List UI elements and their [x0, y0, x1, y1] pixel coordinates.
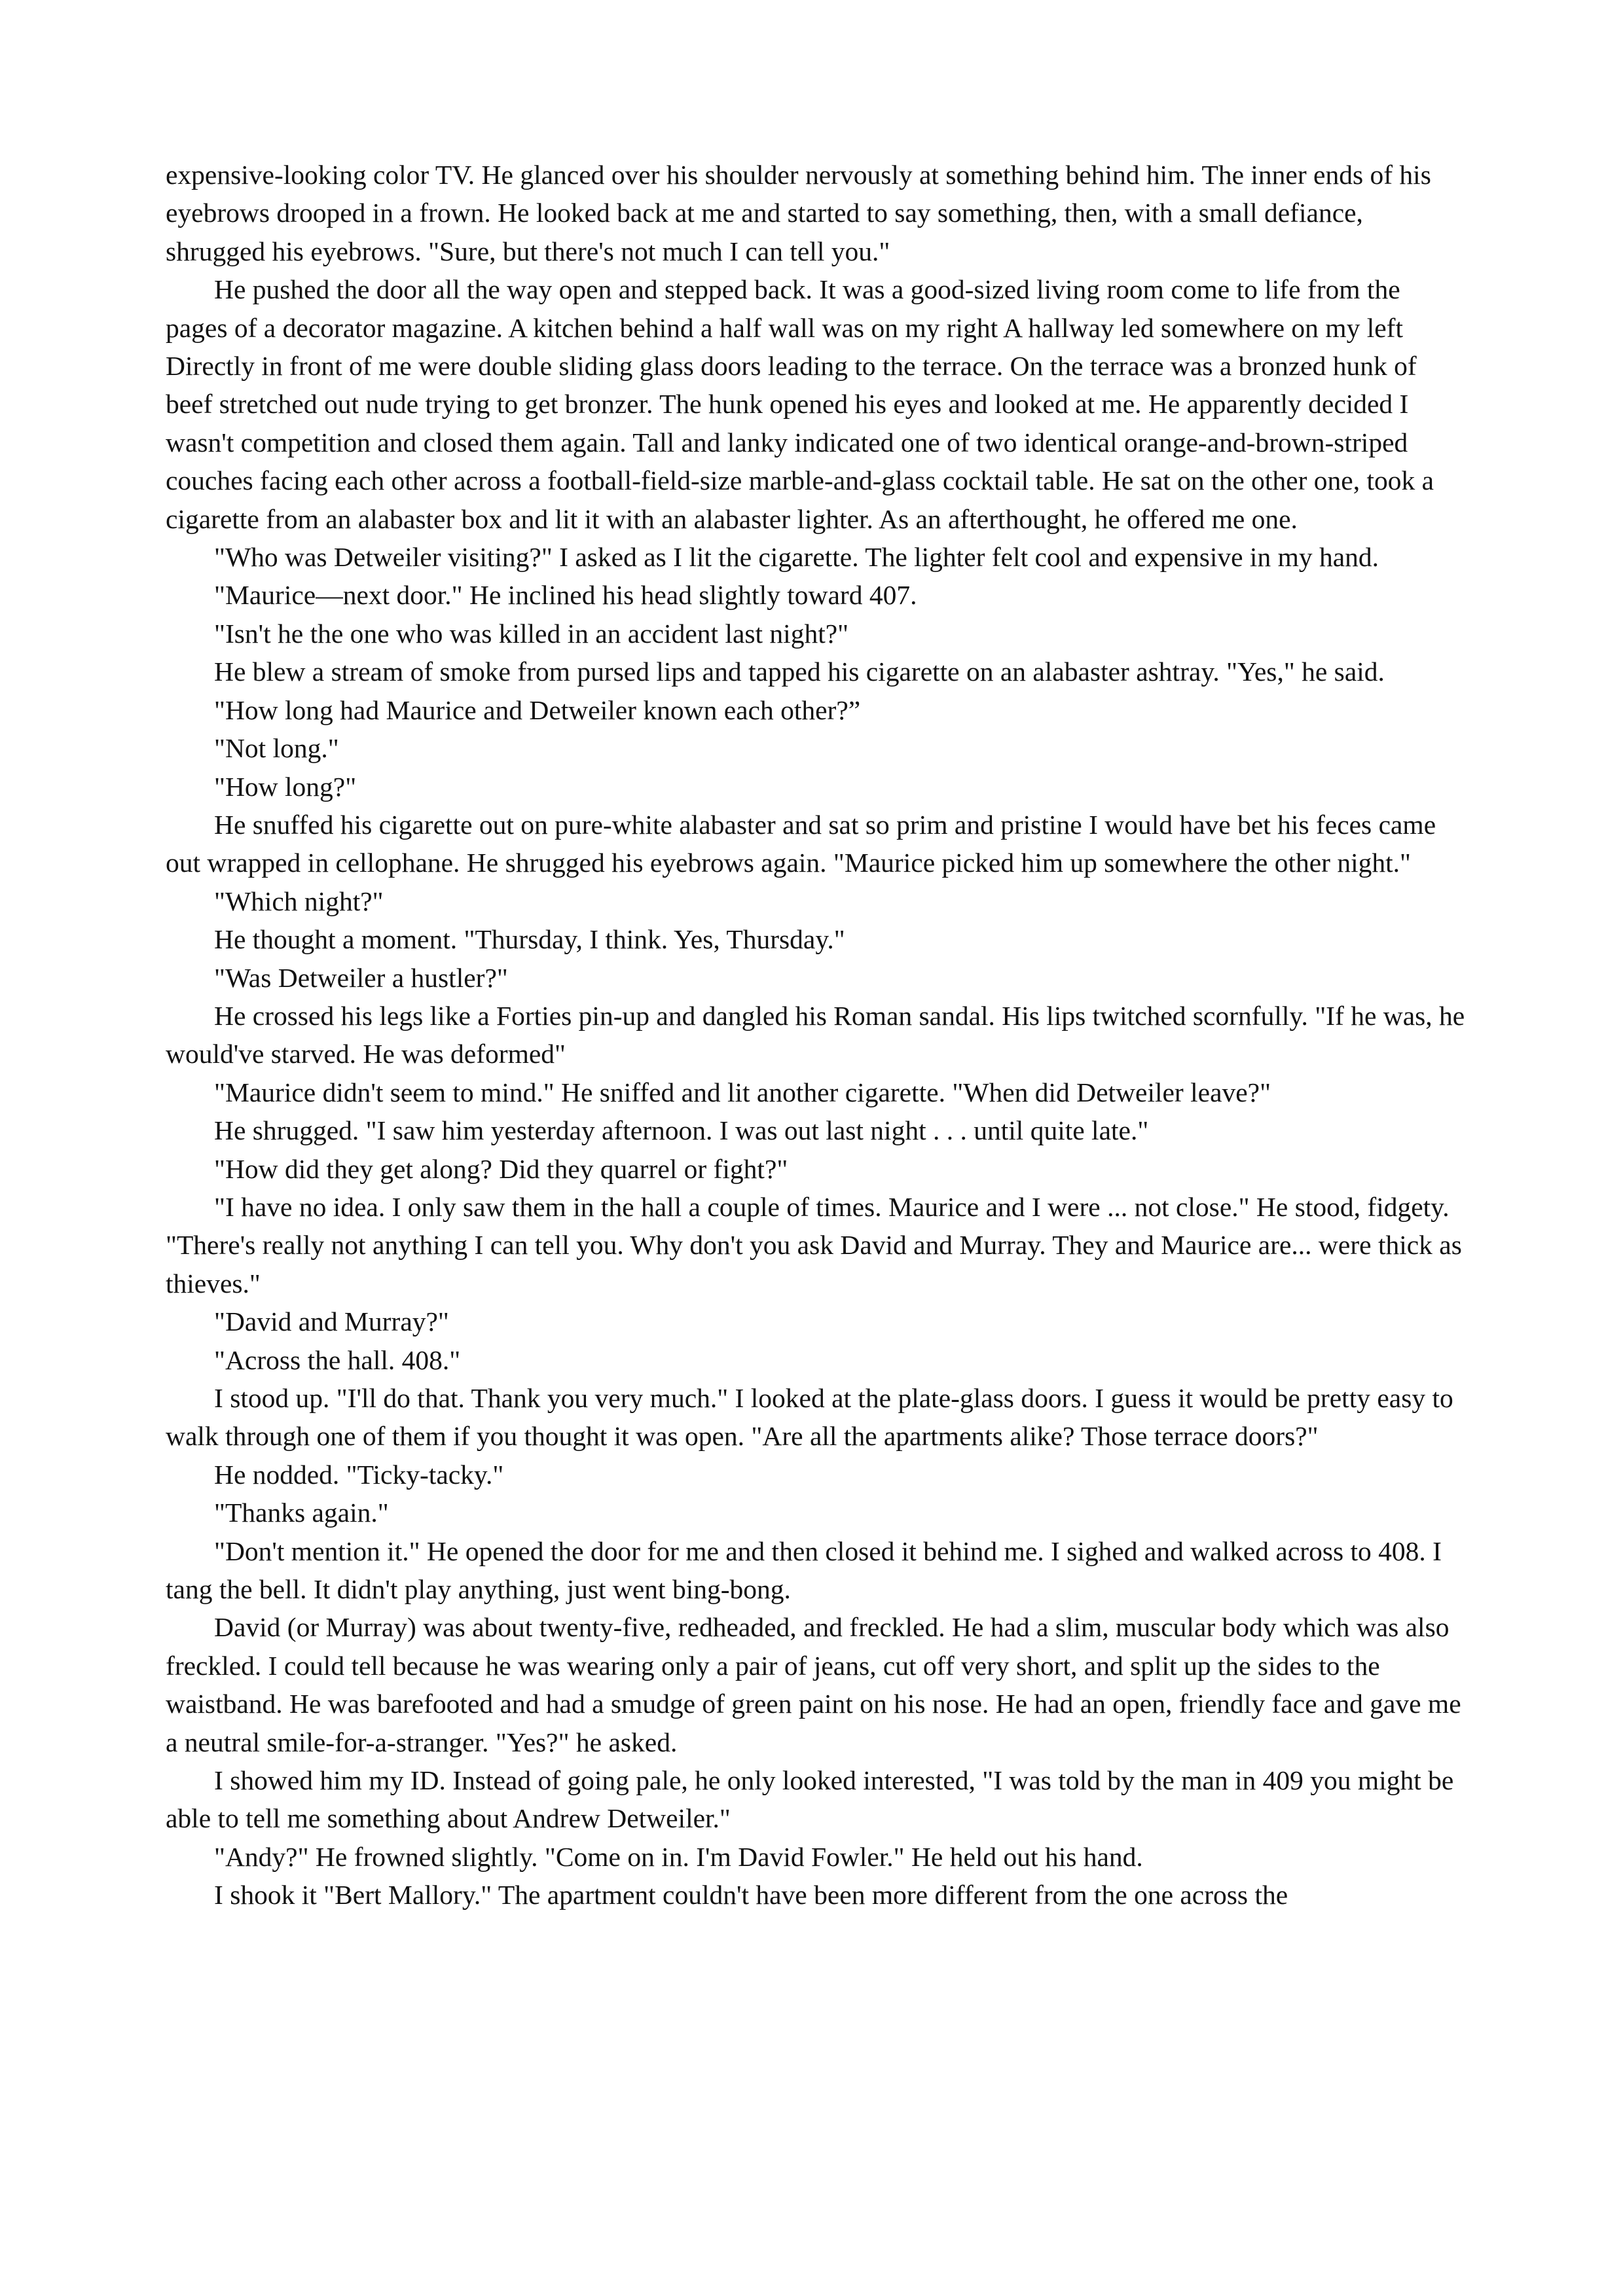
- paragraph: David (or Murray) was about twenty-five, redheaded, and freckled. He had a slim, muscular body which was also freckled. I could tell because he was wearing only a pair of jeans, cut off very short, and split up the sides to the waistband. He was barefooted and had a smudge of green paint on his nose. He had an open, friendly face and gave me a neutral smile-for-a-stranger. "Yes?" he asked.: [166, 1612, 1461, 1757]
- paragraph: "I have no idea. I only saw them in the hall a couple of times. Maurice and I were ... not close." He stood, fidgety. "There's really not anything I can tell you. Why don't you ask David and Murray. They and Maurice are... were thick as thieves.": [166, 1191, 1462, 1299]
- paragraph: "How did they get along? Did they quarrel or fight?": [214, 1153, 788, 1184]
- paragraph: "Was Detweiler a hustler?": [214, 962, 508, 993]
- paragraph: He pushed the door all the way open and stepped back. It was a good-sized living room come to life from the pages of a decorator magazine. A kitchen behind a half wall was on my right A hallway led somewhere on my left Directly in front of me were double sliding glass doors leading to the terrace. On the terrace was a bronzed hunk of beef stretched out nude trying to get bronzer. The hunk opened his eyes and looked at me. He apparently decided I wasn't competition and closed them again. Tall and lanky indicated one of two identical orange-and-brown-striped couches facing each other across a football-field-size marble-and-glass cocktail table. He sat on the other one, took a cigarette from an alabaster box and lit it with an alabaster lighter. As an afterthought, he offered me one.: [166, 274, 1434, 534]
- paragraph: "David and Murray?": [214, 1306, 449, 1337]
- paragraph: "How long?": [214, 771, 357, 802]
- paragraph: "Thanks again.": [214, 1498, 389, 1528]
- paragraph: "Which night?": [214, 886, 384, 916]
- paragraph: I showed him my ID. Instead of going pale, he only looked interested, "I was told by the man in 409 you might be able to tell me something about Andrew Detweiler.": [166, 1765, 1454, 1834]
- paragraph: He thought a moment. "Thursday, I think. Yes, Thursday.": [214, 924, 845, 955]
- paragraph: He blew a stream of smoke from pursed lips and tapped his cigarette on an alabaster ashtray. "Yes," he said.: [214, 656, 1385, 687]
- paragraph: "Not long.": [214, 733, 339, 764]
- paragraph: I stood up. "I'll do that. Thank you very much." I looked at the plate-glass doors. I guess it would be pretty easy to walk through one of them if you thought it was open. "Are all the apartments alike? Those terrace doors?": [166, 1383, 1453, 1452]
- paragraph: "Maurice didn't seem to mind." He sniffed and lit another cigarette. "When did Detweiler leave?": [214, 1077, 1271, 1107]
- page-body: [166, 156, 1465, 1914]
- paragraph: "Who was Detweiler visiting?" I asked as I lit the cigarette. The lighter felt cool and expensive in my hand.: [214, 542, 1379, 573]
- paragraph: I shook it "Bert Mallory." The apartment couldn't have been more different from the one across the: [214, 1880, 1288, 1910]
- paragraph-continued: expensive-looking color TV. He glanced over his shoulder nervously at something behind him. The inner ends of his eyebrows drooped in a frown. He looked back at me and started to say something, then, with a small defiance, shrugged his eyebrows. "Sure, but there's not much I can tell you.": [166, 160, 1431, 266]
- paragraph: "Across the hall. 408.": [214, 1344, 461, 1375]
- paragraph: "Maurice—next door." He inclined his head slightly toward 407.: [214, 580, 917, 611]
- paragraph: "Andy?" He frowned slightly. "Come on in. I'm David Fowler." He held out his hand.: [214, 1841, 1143, 1872]
- paragraph: He shrugged. "I saw him yesterday afternoon. I was out last night . . . until quite late.": [214, 1115, 1149, 1146]
- paragraph: He nodded. "Ticky-tacky.": [214, 1459, 504, 1490]
- paragraph: "How long had Maurice and Detweiler known each other?”: [214, 694, 861, 725]
- paragraph: "Isn't he the one who was killed in an accident last night?": [214, 618, 849, 649]
- paragraph: He snuffed his cigarette out on pure-white alabaster and sat so prim and pristine I would have bet his feces came out wrapped in cellophane. He shrugged his eyebrows again. "Maurice picked him up somewhere the other night.": [166, 809, 1436, 878]
- paragraph: He crossed his legs like a Forties pin-up and dangled his Roman sandal. His lips twitched scornfully. "If he was, he would've starved. He was deformed": [166, 1000, 1465, 1069]
- paragraph: "Don't mention it." He opened the door for me and then closed it behind me. I sighed and walked across to 408. I tang the bell. It didn't play anything, just went bing-bong.: [166, 1535, 1442, 1605]
